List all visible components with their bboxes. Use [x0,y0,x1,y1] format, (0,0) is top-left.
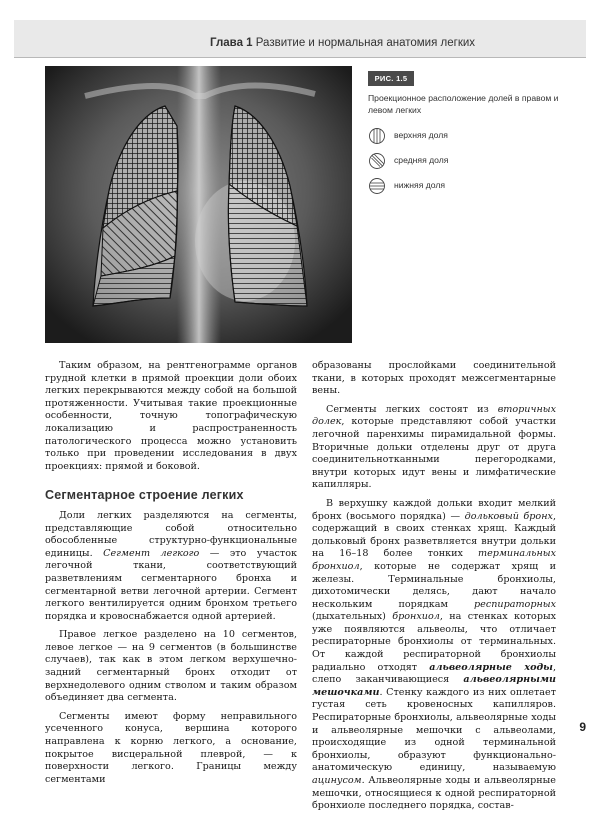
figure-caption: Проекционное расположение долей в правом и левом легких [368,93,559,115]
legend-label: верхняя доля [394,130,448,140]
chest-xray-figure [45,66,352,343]
term: бронхиол [392,611,440,623]
term: альвеолярные ходы [429,661,553,673]
term: респираторных [474,598,556,610]
section-heading: Сегментарное строение легких [45,488,244,503]
legend-label: средняя доля [394,155,449,165]
paragraph: Правое легкое разделено на 10 сегментов, левое легкое — на 9 сегментов (в большинстве случаев), так как в этом легком верхушечно-задний сегментарный бронх отходит от верхнедолевого одним стволом и таким образом объединяет два сегмента. [45,629,297,704]
header-rule [14,57,586,58]
term-segment: Сегмент легкого [103,547,200,559]
paragraph: В верхушку каждой дольки входит мелкий бронх (восьмого порядка) — дольковый бронх, содержащий в своих стенках хрящ. Каждый дольковый бронх разветвляется внутри дольки на 16–18 более тонких терминальных бронхиол, которые не содержат хрящ и железы. Терминальные бронхиолы, дихотомически делясь, дают начало нескольким порядкам респираторных (дыхательных) бронхиол, на стенках которых уже появляются альвеолы, что отличает респираторные бронхиолы от терминальных. От каждой респираторной бронхиолы радиально отходят альвеолярные ходы, слепо заканчивающиеся альвеолярными мешочками. Стенку каждого из них оплетает густая сеть кровеносных капилляров. Респираторные бронхиолы, альвеолярные ходы и альвеолярные мешочки с альвеолами, происходящие из одной терминальной бронхиолы, образуют функционально-анатомическую единицу, называемую ацинусом. Альвеолярные ходы и альвеолярные мешочки, относящиеся к одной респираторной бронхиоле последнего порядка, состав- [312,497,557,812]
legend-label: нижняя доля [394,180,446,190]
page-number: 9 [579,720,586,734]
paragraph: Сегменты легких состоят из вторичных долек, которые представляют собой участки легочной паренхимы пирамидальной формы. Вторичные дольки отделены друг от друга соединительнотканными перегородками, внутри которых идут вены и лимфатические капилляры. [312,403,556,491]
paragraph: Таким образом, на рентгенограмме органов грудной клетки в прямой проекции доли обоих легких перекрываются между собой на большой протяженности. Учитывая такие проекционные особенности, точную топографическую локализацию и распространенность патологического процесса можно установить только при проведении исследования в двух проекциях: прямой и боковой. [45,360,297,472]
paragraph: Сегменты имеют форму неправильного усеченного конуса, вершина которого направлена к корню легкого, а основание, покрытое висцеральной плеврой, — к поверхности легкого. Границы между сегментами [45,710,297,785]
term: терминальных бронхиол [312,548,556,572]
paragraph: образованы прослойками соединительной ткани, в которых проходят межсегментарные вены. [312,360,556,397]
figure-badge: РИС. 1.5 [368,71,414,86]
vertical-hatch-icon [368,127,386,145]
term: вторичных долек [312,403,556,428]
page-header [14,20,586,58]
right-text-column [312,360,556,813]
chapter-number: Глава 1 [210,37,253,49]
diagonal-hatch-icon [368,152,386,170]
xray-illustration [45,66,352,343]
term: ацинусом [312,775,362,786]
term: альвеолярными мешочками [312,674,556,698]
horizontal-hatch-icon [368,177,386,195]
chapter-name: Развитие и нормальная анатомия легких [255,37,476,49]
paragraph: Доли легких разделяются на сегменты, представляющие собой относительно обособленные структурно-функциональные единицы. Сегмент легкого — это участок легочной ткани, соответствующий разветвлениям сегментарного бронха и сегментарной ветви легочной артерии. Сегмент легкого вентилируется одним бронхом третьего порядка и кровоснабжается одной артерией. [45,509,297,622]
left-text-column [45,360,297,786]
chapter-title [210,37,475,49]
term: дольковый бронх [464,510,553,522]
